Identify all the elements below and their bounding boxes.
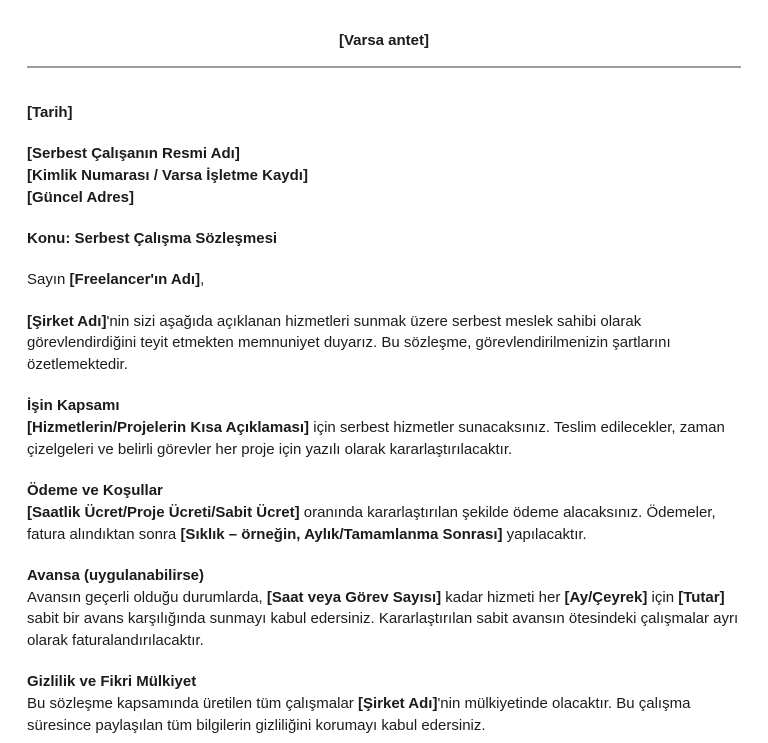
confidentiality-section [27, 671, 741, 736]
text-run: 'nin mülkiyetinde olacaktır. Bu çalışma süresince paylaşılan tüm bilgilerin gizliliğini korumayı kabul edersiniz. [27, 695, 691, 734]
text-run: Bu sözleşme kapsamında üretilen tüm çalışmalar [27, 695, 358, 712]
document-body [27, 102, 741, 737]
bold-text-run: Avansa (uygulanabilirse) [27, 566, 204, 584]
text-line [27, 502, 741, 546]
text-run: yapılacaktır. [502, 525, 587, 543]
bold-text-run: [Tutar] [678, 588, 725, 606]
bold-text-run: [Güncel Adres] [27, 188, 134, 206]
letterhead-title: [Varsa antet] [338, 32, 430, 49]
text-line [27, 102, 741, 124]
intro-paragraph [27, 311, 741, 376]
text-run: için serbest hizmetler sunacaksınız. Teslim edilecekler, zaman çizelgeleri ve belirli görevler her proje için yazılı olarak kararlaştırılacaktır. [27, 419, 725, 458]
text-run: kadar hizmeti her [441, 588, 565, 606]
bold-text-run: [Şirket Adı] [357, 695, 438, 712]
subject-line [27, 228, 741, 250]
bold-text-run: Ödeme ve Koşullar [27, 482, 163, 499]
text-run: sabit bir avans karşılığında sunmayı kabul edersiniz. Kararlaştırılan sabit avansın ötesindeki çalışmalar ayrı olarak faturalandırılacaktır. [27, 610, 739, 649]
salutation [27, 269, 741, 291]
text-line [27, 417, 741, 461]
text-line [27, 587, 741, 652]
text-line [27, 693, 741, 737]
bold-text-run: [Kimlik Numarası / Varsa İşletme Kaydı] [27, 167, 308, 184]
text-run: Sayın [27, 271, 70, 289]
text-line [27, 395, 741, 417]
bold-text-run: Gizlilik ve Fikri Mülkiyet [27, 673, 197, 691]
text-run: 'nin sizi aşağıda açıklanan hizmetleri sunmak üzere serbest meslek sahibi olarak görevlendirdiğini teyit etmekten memnuniyet duyarız. Bu sözleşme, görevlendirilmenizin şartlarını özetlemektedir. [27, 312, 671, 373]
text-line [27, 187, 741, 209]
bold-text-run: [Sıklık – örneğin, Aylık/Tamamlanma Sonrası] [180, 525, 503, 543]
text-run: , [200, 271, 205, 289]
recipient-block [27, 143, 741, 208]
bold-text-run: [Tarih] [27, 104, 73, 121]
bold-text-run: Konu: Serbest Çalışma Sözleşmesi [27, 230, 278, 247]
bold-text-run: [Şirket Adı] [27, 312, 107, 330]
text-run: Avansın geçerli olduğu durumlarda, [27, 588, 267, 606]
bold-text-run: [Serbest Çalışanın Resmi Adı] [27, 145, 240, 163]
text-line [27, 165, 741, 187]
text-line [27, 671, 741, 693]
bold-text-run: [Saat veya Görev Sayısı] [266, 588, 442, 606]
text-run: oranında kararlaştırılan şekilde ödeme alacaksınız. Ödemeler, fatura alındıktan sonra [27, 503, 716, 543]
retainer-section [27, 565, 741, 652]
date-line [27, 102, 741, 124]
text-line [27, 228, 741, 250]
text-line [27, 480, 741, 502]
bold-text-run: [Freelancer'ın Adı] [69, 271, 201, 289]
letterhead-divider [27, 66, 741, 68]
bold-text-run: [Ay/Çeyrek] [564, 588, 648, 606]
scope-section [27, 395, 741, 460]
text-run: için [647, 588, 679, 606]
bold-text-run: [Saatlik Ücret/Proje Ücreti/Sabit Ücret] [27, 503, 300, 521]
text-line [27, 565, 741, 587]
payment-section [27, 480, 741, 545]
text-line [27, 311, 741, 376]
text-line [27, 143, 741, 165]
text-line [27, 269, 741, 291]
bold-text-run: [Hizmetlerin/Projelerin Kısa Açıklaması] [27, 419, 310, 436]
bold-text-run: İşin Kapsamı [27, 397, 120, 415]
